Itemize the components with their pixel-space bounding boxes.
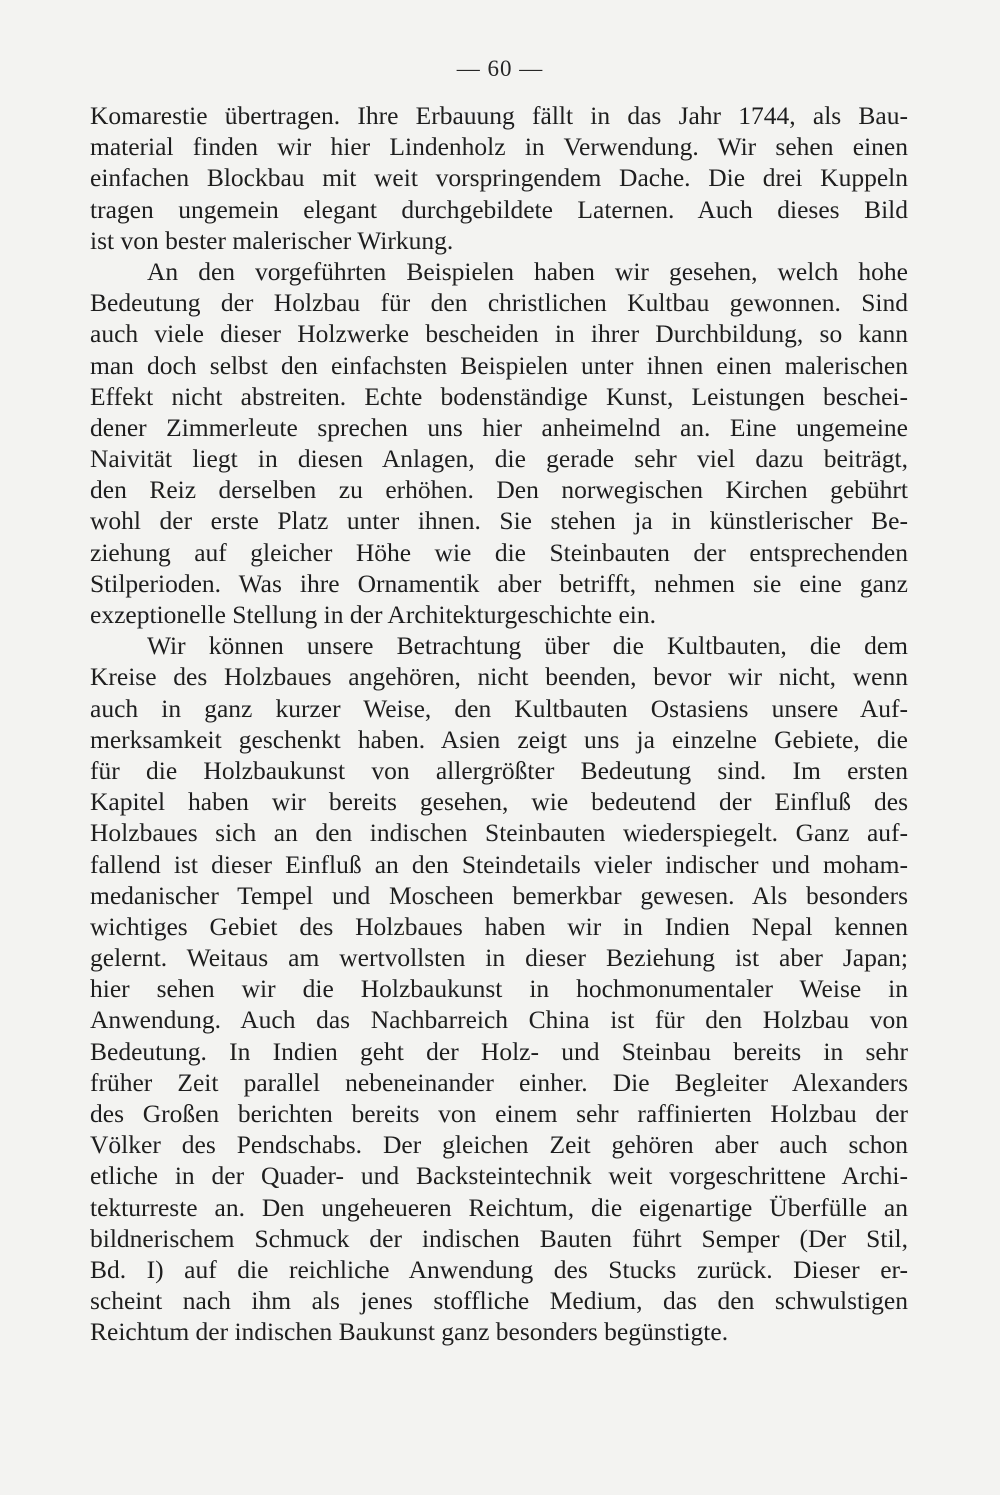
text-line: Kapitel haben wir bereits gesehen, wie bedeutend der Einfluß des — [90, 787, 908, 817]
text-line: Naivität liegt in diesen Anlagen, die gerade sehr viel dazu beiträgt, — [90, 444, 908, 474]
paragraph — [90, 630, 908, 1347]
text-line: merksamkeit geschenkt haben. Asien zeigt uns ja einzelne Gebiete, die — [90, 724, 908, 754]
text-line: Wir können unsere Betrachtung über die Kultbauten, die dem — [147, 631, 908, 661]
text-line: tragen ungemein elegant durchgebildete Laternen. Auch dieses Bild — [90, 194, 908, 224]
text-line: Stilperioden. Was ihre Ornamentik aber betrifft, nehmen sie eine ganz — [90, 568, 908, 598]
text-line: auch viele dieser Holzwerke bescheiden in ihrer Durchbildung, so kann — [90, 319, 908, 349]
text-line: man doch selbst den einfachsten Beispielen unter ihnen einen malerischen — [90, 350, 908, 380]
text-line: ist von bester malerischer Wirkung. — [90, 225, 454, 255]
text-line: An den vorgeführten Beispielen haben wir gesehen, welch hohe — [147, 256, 908, 286]
text-line: Bedeutung. In Indien geht der Holz- und Steinbau bereits in sehr — [90, 1036, 908, 1066]
text-line: Komarestie übertragen. Ihre Erbauung fällt in das Jahr 1744, als Bau- — [90, 101, 908, 130]
text-line: einfachen Blockbau mit weit vorspringendem Dache. Die drei Kuppeln — [90, 163, 908, 193]
text-line: Bedeutung der Holzbau für den christlichen Kultbau gewonnen. Sind — [90, 288, 908, 318]
text-line: material finden wir hier Lindenholz in Verwendung. Wir sehen einen — [90, 132, 908, 162]
text-line: ziehung auf gleicher Höhe wie die Steinbauten der entsprechenden — [90, 537, 908, 567]
text-line: Holzbaues sich an den indischen Steinbauten wiederspiegelt. Ganz auf- — [90, 818, 908, 848]
text-line: tekturreste an. Den ungeheueren Reichtum, die eigenartige Überfülle an — [90, 1192, 908, 1222]
text-line: früher Zeit parallel nebeneinander einher. Die Begleiter Alexanders — [90, 1067, 908, 1097]
text-line: Effekt nicht abstreiten. Echte bodenständige Kunst, Leistungen beschei- — [90, 381, 908, 411]
text-line: für die Holzbaukunst von allergrößter Bedeutung sind. Im ersten — [90, 755, 908, 785]
text-line: wohl der erste Platz unter ihnen. Sie stehen ja in künstlerischer Be- — [90, 506, 908, 536]
text-line: scheint nach ihm als jenes stoffliche Medium, das den schwulstigen — [90, 1286, 908, 1316]
text-line: medanischer Tempel und Moscheen bemerkbar gewesen. Als besonders — [90, 880, 908, 910]
text-line: dener Zimmerleute sprechen uns hier anheimelnd an. Eine ungemeine — [90, 412, 908, 442]
page-number: — 60 — — [456, 56, 544, 81]
text-line: etliche in der Quader- und Backsteintechnik weit vorgeschrittene Archi- — [90, 1161, 908, 1191]
text-line: Bd. I) auf die reichliche Anwendung des Stucks zurück. Dieser er- — [90, 1254, 908, 1284]
paragraph — [90, 256, 908, 630]
text-line: Völker des Pendschabs. Der gleichen Zeit gehören aber auch schon — [90, 1130, 908, 1160]
text-line: Kreise des Holzbaues angehören, nicht beenden, bevor wir nicht, wenn — [90, 662, 908, 692]
text-line: auch in ganz kurzer Weise, den Kultbauten Ostasiens unsere Auf- — [90, 693, 908, 723]
paragraph — [90, 100, 908, 256]
text-line: bildnerischem Schmuck der indischen Bauten führt Semper (Der Stil, — [90, 1223, 908, 1253]
text-line: wichtiges Gebiet des Holzbaues haben wir in Indien Nepal kennen — [90, 911, 908, 941]
text-line: den Reiz derselben zu erhöhen. Den norwegischen Kirchen gebührt — [90, 475, 908, 505]
body-text — [90, 100, 908, 1348]
text-line: des Großen berichten bereits von einem sehr raffinierten Holzbau der — [90, 1099, 908, 1128]
text-line: hier sehen wir die Holzbaukunst in hochmonumentaler Weise in — [90, 974, 908, 1004]
text-line: Anwendung. Auch das Nachbarreich China ist für den Holzbau von — [90, 1005, 908, 1035]
text-line: exzeptionelle Stellung in der Architekturgeschichte ein. — [90, 600, 657, 629]
text-line: gelernt. Weitaus am wertvollsten in dieser Beziehung ist aber Japan; — [90, 943, 908, 973]
text-line: Reichtum der indischen Baukunst ganz besonders begünstigte. — [90, 1317, 729, 1347]
text-line: fallend ist dieser Einfluß an den Steindetails vieler indischer und moham- — [90, 849, 908, 879]
